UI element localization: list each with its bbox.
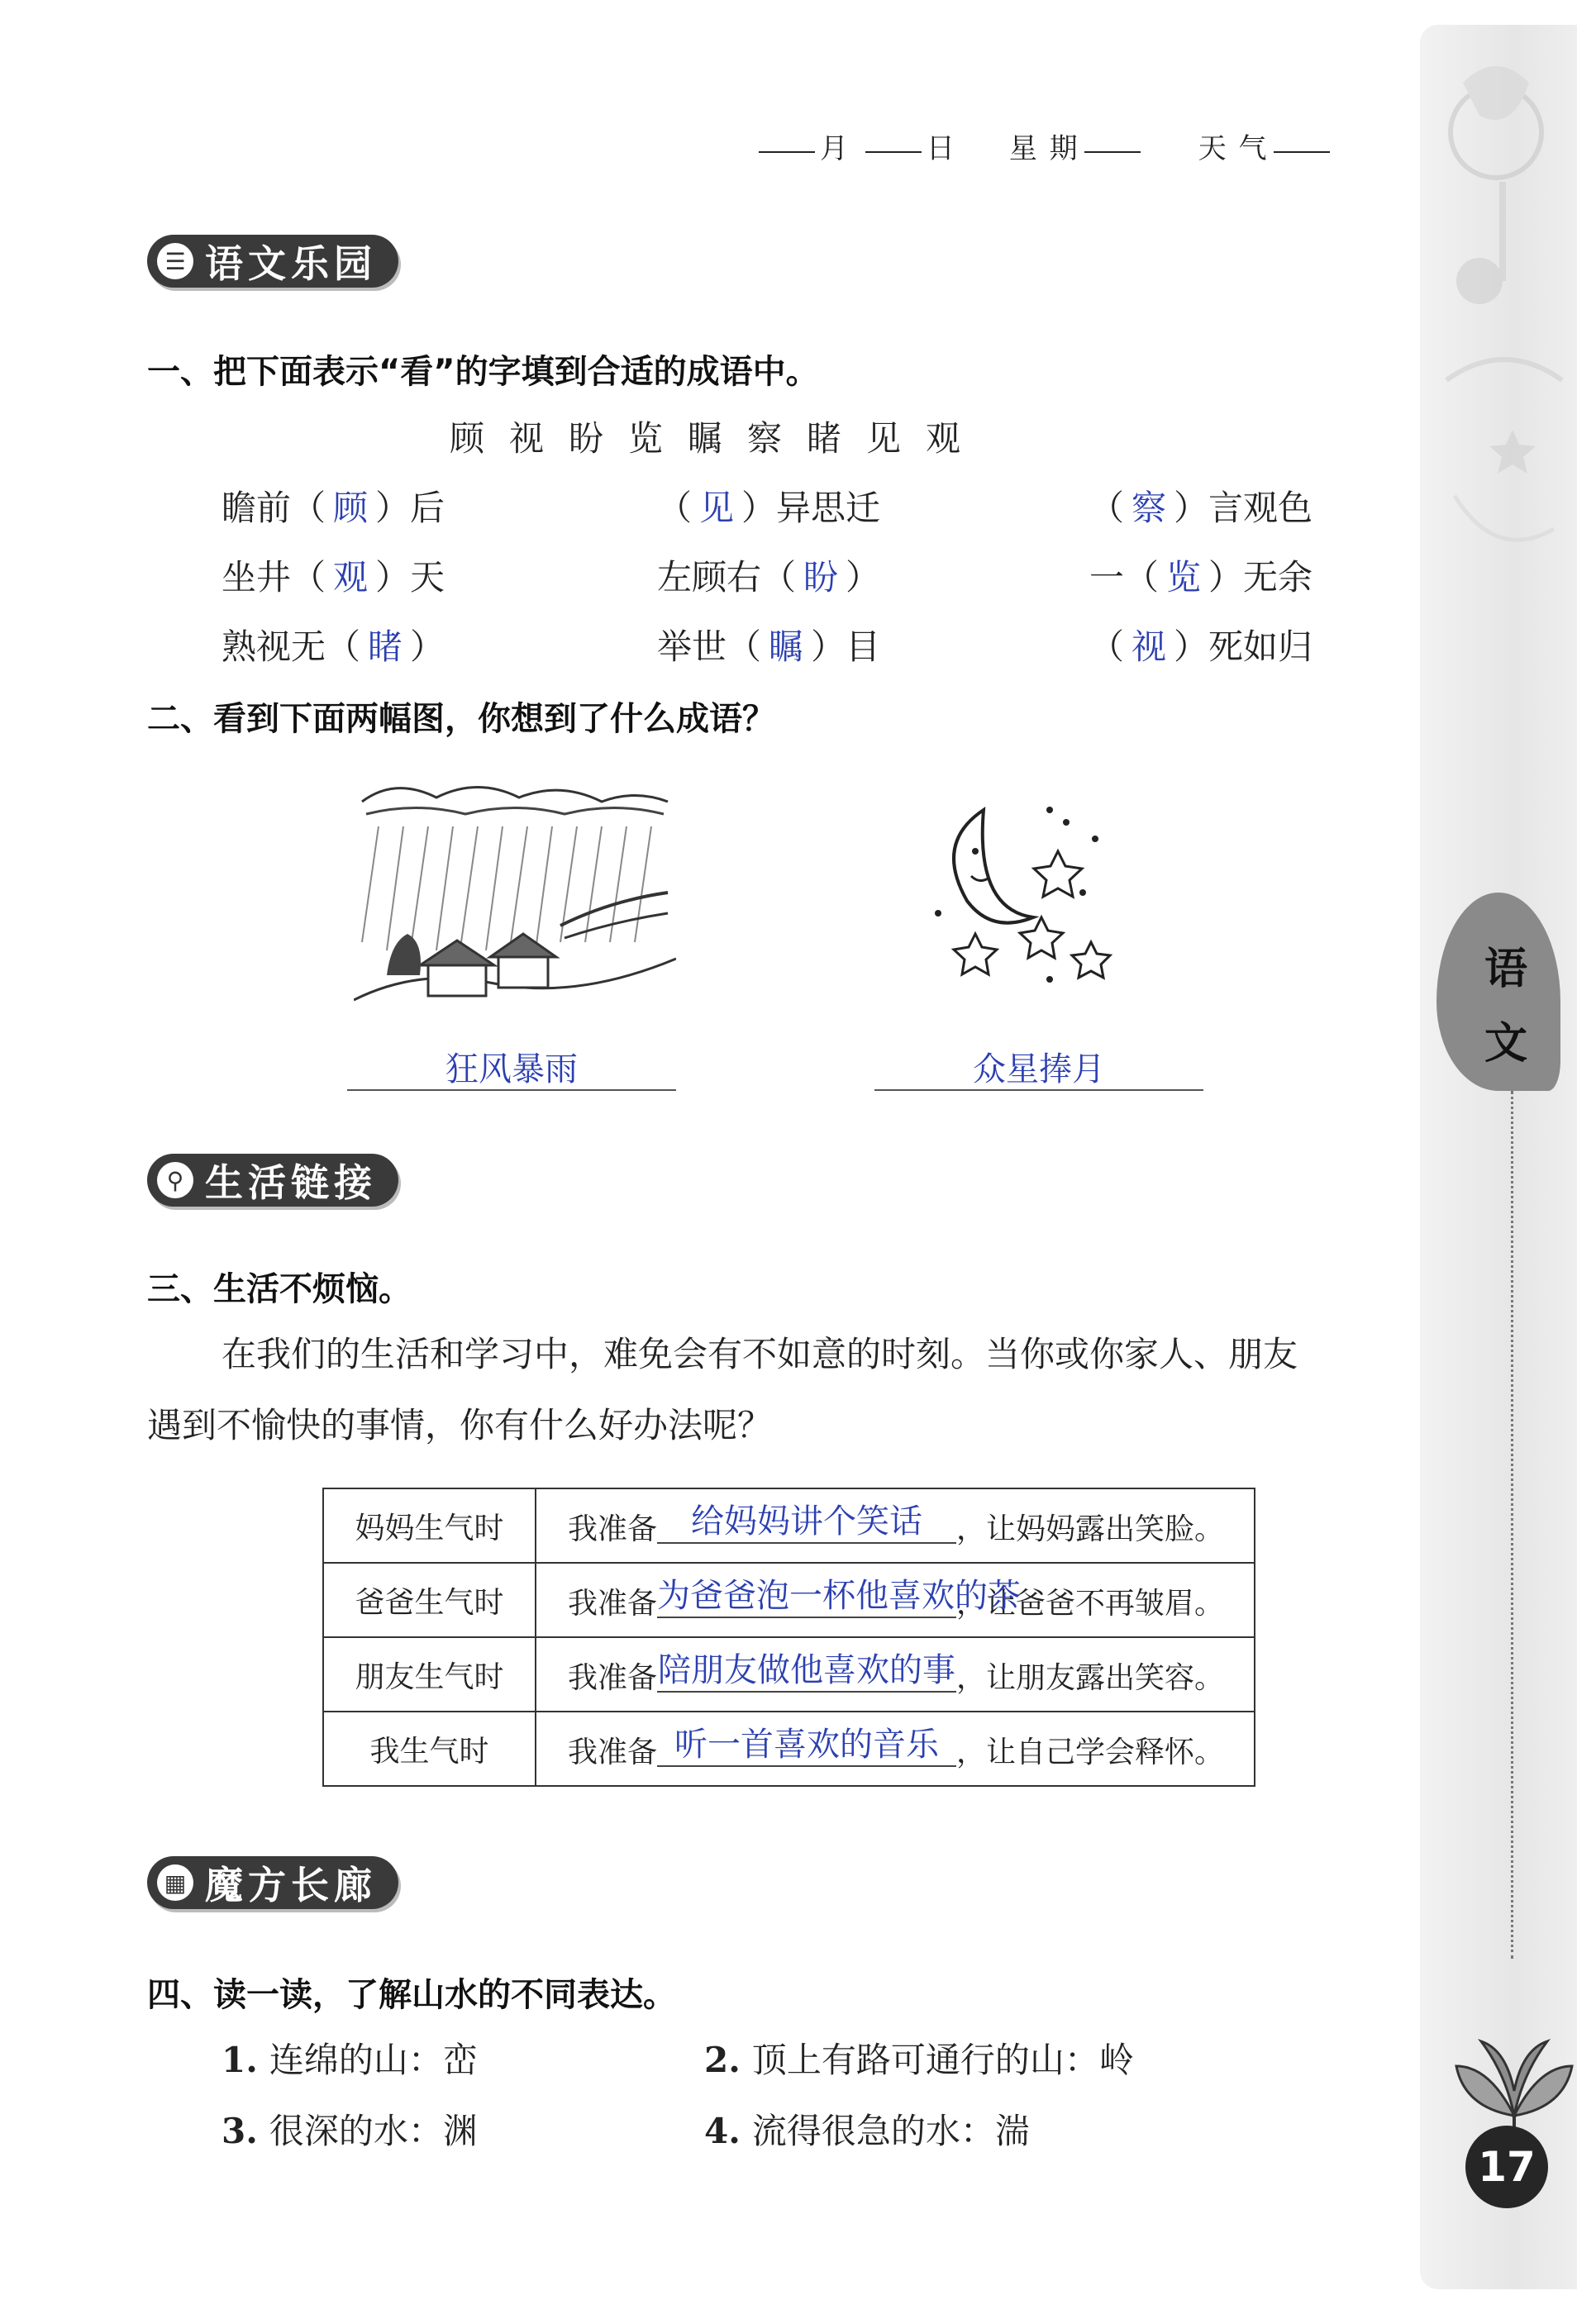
subject-char-bottom: 文 <box>1484 1019 1528 1069</box>
character-bank: 顾视盼览瞩察睹见观 <box>450 418 986 459</box>
cube-icon: ▦ <box>157 1864 193 1901</box>
mood-strategy-table <box>322 1488 1255 1787</box>
idiom-answer: 观 <box>333 557 369 598</box>
idiom-suffix: ）异思迁 <box>741 488 881 528</box>
idiom-suffix: ） <box>410 626 445 667</box>
idiom-answer: 览 <box>1166 557 1202 598</box>
idiom-item <box>1089 550 1313 600</box>
month-label: 月 <box>820 132 850 165</box>
plan-cell <box>536 1637 1255 1712</box>
plan-cell <box>536 1563 1255 1637</box>
plan-answer: 为爸爸泡一杯他喜欢的茶 <box>657 1569 956 1618</box>
table-row <box>323 1712 1255 1786</box>
idiom-item <box>1089 481 1313 531</box>
idiom-prefix: 举世（ <box>657 626 762 667</box>
reading-item <box>704 2033 1134 2083</box>
item-text: 连绵的山：峦 <box>269 2040 478 2080</box>
link-icon: ⚲ <box>157 1162 193 1198</box>
weather-blank <box>1274 151 1330 153</box>
item-text: 很深的水：渊 <box>269 2111 478 2151</box>
idiom-prefix: 左顾右（ <box>657 557 797 598</box>
table-row <box>323 1488 1255 1563</box>
plan-suffix: ，让朋友露出笑容。 <box>956 1660 1225 1695</box>
section-title: 语文乐园 <box>205 241 377 286</box>
plan-suffix: ，让妈妈露出笑脸。 <box>956 1512 1225 1546</box>
picture-2-answer: 众星捧月 <box>973 1050 1105 1088</box>
section-title: 魔方长廊 <box>205 1863 377 1907</box>
idiom-suffix: ） <box>846 557 881 598</box>
question-2-title: 二、看到下面两幅图，你想到了什么成语？ <box>147 700 775 738</box>
idiom-answer: 顾 <box>333 488 369 528</box>
idiom-prefix: 熟视无（ <box>222 626 361 667</box>
idiom-answer: 盼 <box>803 557 839 598</box>
table-row <box>323 1563 1255 1637</box>
question-4-title: 四、读一读，了解山水的不同表达。 <box>147 1976 676 2014</box>
item-number: 3. <box>222 2111 258 2151</box>
idiom-answer: 睹 <box>368 626 403 667</box>
idiom-prefix: 坐井（ <box>222 557 326 598</box>
idiom-prefix: （ <box>1089 488 1125 528</box>
idiom-suffix: ）后 <box>375 488 445 528</box>
plan-answer: 陪朋友做他喜欢的事 <box>657 1644 956 1693</box>
moon-stars-picture <box>926 793 1124 992</box>
day-label: 日 <box>926 132 956 165</box>
question-3-paragraph-line-1: 在我们的生活和学习中，难免会有不如意的时刻。当你或你家人、朋友 <box>222 1334 1298 1374</box>
idiom-suffix: ）言观色 <box>1174 488 1313 528</box>
item-text: 顶上有路可通行的山：岭 <box>751 2040 1134 2080</box>
situation-cell: 爸爸生气时 <box>323 1563 536 1637</box>
item-number: 2. <box>704 2040 741 2080</box>
item-number: 4. <box>704 2111 741 2151</box>
idiom-prefix: 瞻前（ <box>222 488 326 528</box>
dotted-divider <box>1511 1091 1513 1959</box>
plan-prefix: 我准备 <box>568 1735 658 1769</box>
idiom-answer: 见 <box>699 488 735 528</box>
item-number: 1. <box>222 2040 258 2080</box>
idiom-item <box>222 550 445 600</box>
music-decoration-icon <box>1430 33 1570 612</box>
idiom-suffix: ）目 <box>811 626 881 667</box>
idiom-answer: 瞩 <box>769 626 804 667</box>
plan-answer: 听一首喜欢的音乐 <box>657 1718 956 1767</box>
page-number: 17 <box>1465 2126 1548 2208</box>
plan-suffix: ，让自己学会释怀。 <box>956 1735 1225 1769</box>
question-3-paragraph-line-2: 遇到不愉快的事情，你有什么好办法呢？ <box>147 1405 773 1445</box>
question-1-title: 一、把下面表示“看”的字填到合适的成语中。 <box>147 353 819 391</box>
plan-suffix: ，让爸爸不再皱眉。 <box>956 1586 1225 1621</box>
idiom-item <box>1089 620 1313 669</box>
idiom-prefix: 一（ <box>1089 557 1160 598</box>
idiom-answer: 察 <box>1131 488 1167 528</box>
situation-cell: 我生气时 <box>323 1712 536 1786</box>
section-banner-life-link <box>147 1154 398 1207</box>
idiom-item <box>222 481 445 531</box>
idiom-suffix: ）天 <box>375 557 445 598</box>
picture-1-answer: 狂风暴雨 <box>445 1050 578 1088</box>
section-banner-chinese-garden <box>147 235 398 288</box>
idiom-item <box>657 550 880 600</box>
question-3-title: 三、生活不烦恼。 <box>147 1270 412 1308</box>
section-banner-cube-gallery <box>147 1856 398 1909</box>
plan-answer: 给妈妈讲个笑话 <box>657 1495 956 1544</box>
weekday-label: 星 期 <box>1008 132 1079 165</box>
idiom-item <box>222 620 445 669</box>
idiom-item <box>657 620 880 669</box>
subject-char-top: 语 <box>1484 945 1528 994</box>
idiom-answer: 视 <box>1131 626 1167 667</box>
idiom-prefix: （ <box>1089 626 1125 667</box>
plan-prefix: 我准备 <box>568 1660 658 1695</box>
plan-prefix: 我准备 <box>568 1586 658 1621</box>
date-weather-header <box>754 126 1335 166</box>
plan-prefix: 我准备 <box>568 1512 658 1546</box>
storm-picture <box>354 777 676 1017</box>
section-title: 生活链接 <box>205 1160 377 1205</box>
subject-tab <box>1436 893 1577 1099</box>
item-text: 流得很急的水：湍 <box>751 2111 1030 2151</box>
idiom-prefix: （ <box>657 488 693 528</box>
plan-cell <box>536 1488 1255 1563</box>
situation-cell: 朋友生气时 <box>323 1637 536 1712</box>
situation-cell: 妈妈生气时 <box>323 1488 536 1563</box>
table-row <box>323 1637 1255 1712</box>
reading-item <box>222 2104 478 2154</box>
month-blank <box>759 151 815 153</box>
idiom-item <box>657 481 880 531</box>
day-blank <box>865 151 922 153</box>
idiom-suffix: ）无余 <box>1208 557 1313 598</box>
weather-label: 天 气 <box>1198 132 1269 165</box>
weekday-blank <box>1084 151 1141 153</box>
plan-cell <box>536 1712 1255 1786</box>
reading-item <box>704 2104 1030 2154</box>
reading-item <box>222 2033 478 2083</box>
idiom-suffix: ）死如归 <box>1174 626 1313 667</box>
book-icon: ☰ <box>157 243 193 279</box>
